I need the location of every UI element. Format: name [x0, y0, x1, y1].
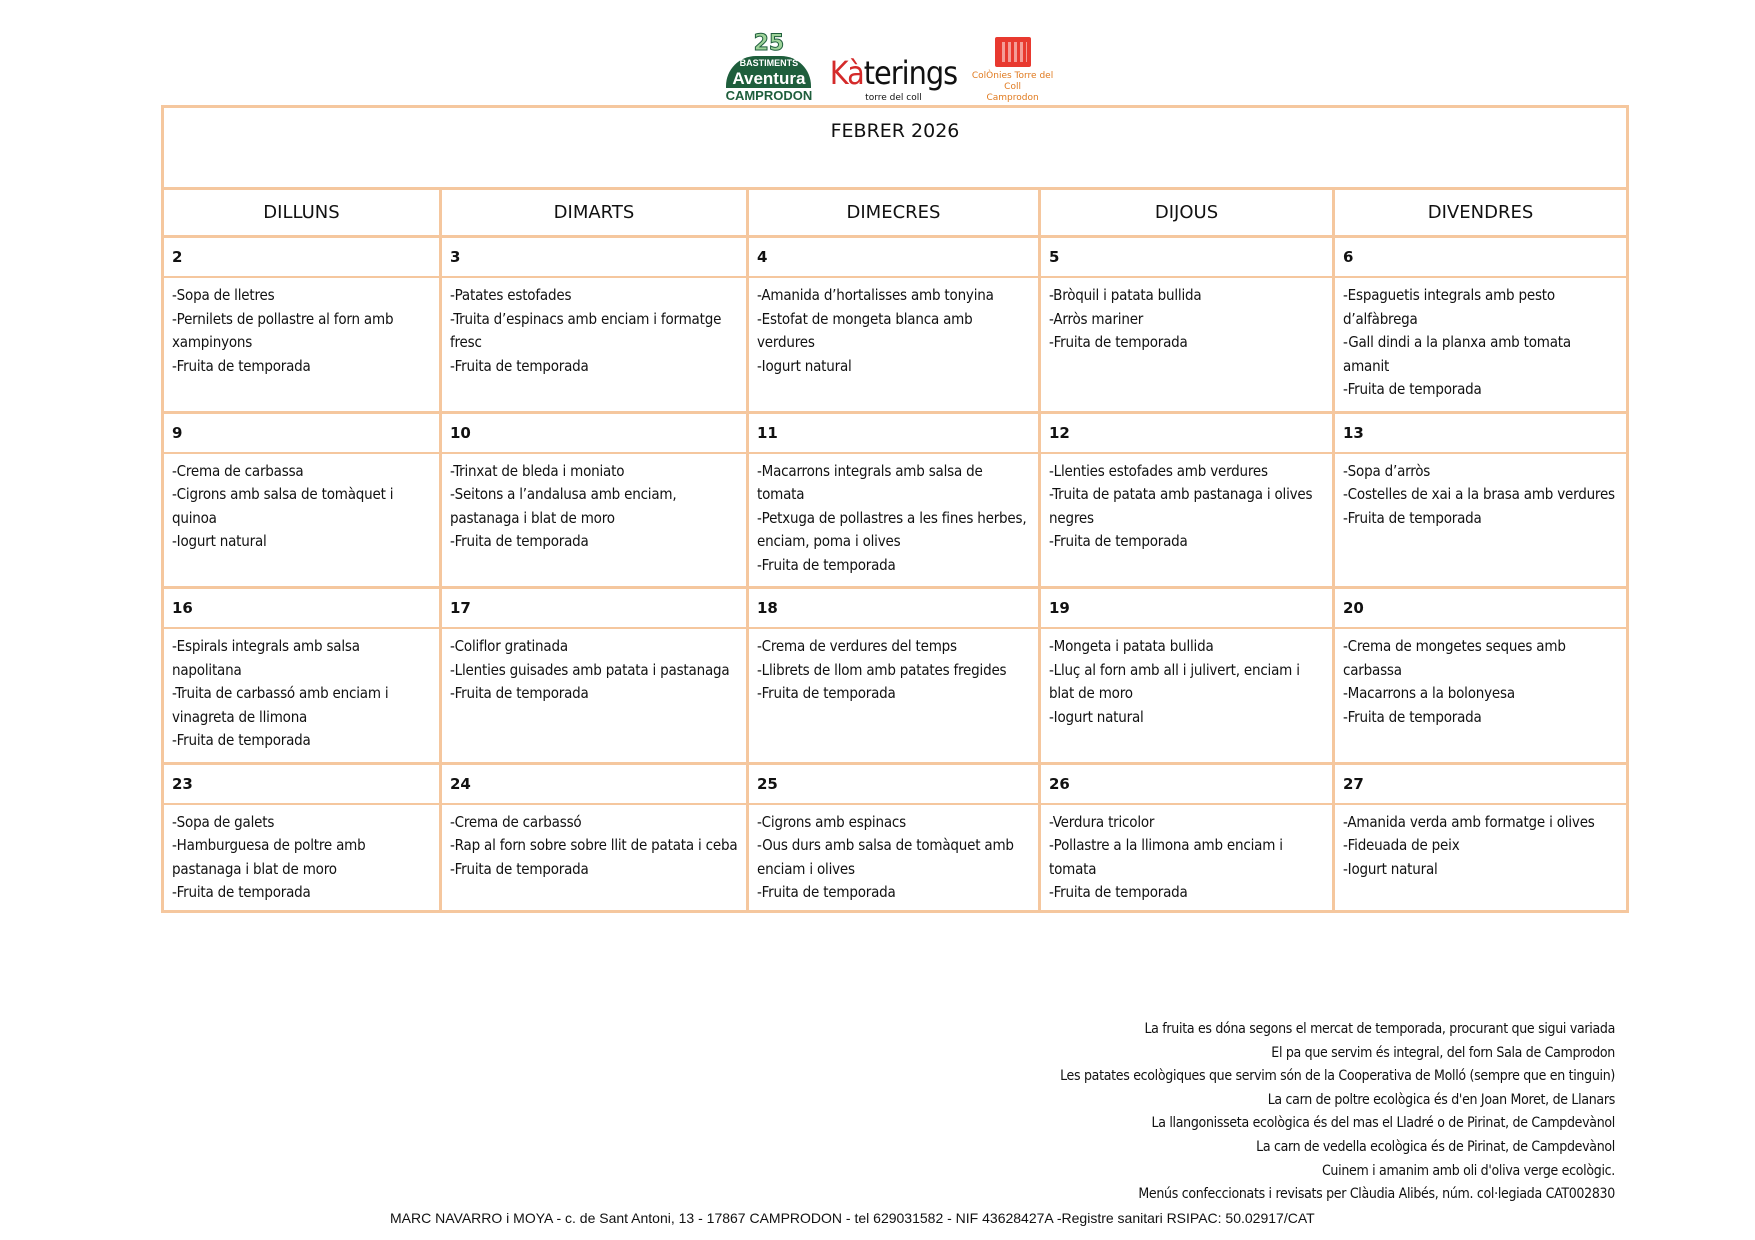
logo-text: ColÒnies Torre del Coll [971, 71, 1054, 92]
day-number: 13 [1334, 412, 1628, 453]
date-row [163, 412, 1628, 453]
note-line: Menús confeccionats i revisats per Clàudia Alibés, núm. col·legiada CAT002830 [1138, 1186, 1615, 1203]
day-number: 9 [163, 412, 441, 453]
note-line: El pa que servim és integral, del forn Sala de Camprodon [1271, 1044, 1615, 1061]
day-number: 23 [163, 763, 441, 804]
menu-item: -Patates estofades [450, 286, 572, 304]
menu-item: -Macarrons integrals amb salsa de tomata [757, 461, 983, 503]
menu-notes [1060, 1018, 1615, 1207]
menu-item: -Fruita de temporada [450, 684, 589, 702]
logo-bastiments-aventura [718, 32, 820, 104]
logo-katerings [830, 54, 957, 104]
day-number: 4 [748, 237, 1040, 278]
menu-item: -Crema de carbassa [172, 461, 304, 480]
day-number: 5 [1040, 237, 1334, 278]
menu-item: -Sopa de galets [172, 812, 275, 831]
menu-item: -Espaguetis integrals amb pesto d’alfàbrega [1343, 286, 1555, 328]
menu-item: -Crema de mongetes seques amb carbassa [1343, 637, 1566, 679]
day-menu [1040, 628, 1334, 763]
menu-item: -Fruita de temporada [172, 731, 311, 749]
menu-item: -Lluç al forn amb all i julivert, enciam i blat de moro [1049, 660, 1300, 702]
menu-item: -Fruita de temporada [172, 356, 311, 375]
note-line: La carn de vedella ecològica és de Pirinat, de Campdevànol [1256, 1138, 1615, 1155]
note-line: Cuinem i amanim amb oli d'oliva verge ecològic. [1321, 1162, 1615, 1179]
day-menu [163, 628, 441, 763]
logo-number: 25 [753, 31, 785, 56]
menu-item: -Truita d’espinacs amb enciam i formatge fresc [450, 309, 722, 351]
day-number: 2 [163, 237, 441, 278]
menu-item: -Fideuada de peix [1343, 836, 1460, 854]
day-number: 11 [748, 412, 1040, 453]
menu-item: -Llenties guisades amb patata i pastanaga [450, 660, 730, 679]
menu-item: -Gall dindi a la planxa amb tomata amanit [1343, 333, 1571, 375]
day-number: 19 [1040, 588, 1334, 629]
house-icon [995, 37, 1031, 67]
menu-item: -Fruita de temporada [757, 555, 896, 574]
day-menu [441, 804, 748, 912]
day-menu [1334, 628, 1628, 763]
day-number: 6 [1334, 237, 1628, 278]
menu-item: -Llibrets de llom amb patates fregides [757, 660, 1007, 679]
day-menu [441, 453, 748, 588]
menu-item: -Amanida d’hortalisses amb tonyina [757, 286, 994, 304]
weekday-dilluns: DILLUNS [163, 189, 441, 237]
day-menu [748, 277, 1040, 412]
menu-item: -Fruita de temporada [757, 883, 896, 901]
note-line: La carn de poltre ecològica és d'en Joan Moret, de Llanars [1267, 1091, 1615, 1108]
month-title: FEBRER 2026 [163, 107, 1628, 189]
menu-item: -Fruita de temporada [1343, 508, 1482, 527]
date-row [163, 588, 1628, 629]
menu-item: -Rap al forn sobre sobre llit de patata i ceba [450, 836, 738, 854]
weekday-header-row [163, 189, 1628, 237]
day-menu [163, 453, 441, 588]
day-number: 17 [441, 588, 748, 629]
menu-calendar-table [161, 105, 1629, 913]
menu-item: -Fruita de temporada [1049, 883, 1188, 901]
menu-item: -Cigrons amb salsa de tomàquet i quinoa [172, 485, 394, 527]
company-info: MARC NAVARRO i MOYA - c. de Sant Antoni, 13 - 17867 CAMPRODON - tel 629031582 - NIF 43628427A -Registre sanitari RSIPAC: 50.02917/CAT [390, 1210, 1315, 1226]
day-number: 26 [1040, 763, 1334, 804]
menu-item: -Mongeta i patata bullida [1049, 637, 1214, 655]
day-number: 25 [748, 763, 1040, 804]
day-menu [441, 277, 748, 412]
logo-text: CAMPRODON [725, 88, 813, 103]
logo-text: Camprodon [986, 93, 1039, 103]
menu-item: -Sopa de lletres [172, 286, 275, 304]
day-menu [1334, 804, 1628, 912]
menu-item: -Coliflor gratinada [450, 637, 568, 655]
note-line: La fruita es dóna segons el mercat de temporada, procurant que sigui variada [1144, 1021, 1615, 1037]
day-menu [748, 804, 1040, 912]
day-menu [748, 453, 1040, 588]
day-menu [748, 628, 1040, 763]
logo-text: torre del coll [865, 93, 922, 103]
day-number: 12 [1040, 412, 1334, 453]
menu-item: -Verdura tricolor [1049, 812, 1155, 831]
menu-item: -Iogurt natural [1049, 707, 1144, 726]
menu-item: -Macarrons a la bolonyesa [1343, 684, 1515, 702]
menu-item: -Fruita de temporada [450, 859, 589, 878]
day-number: 27 [1334, 763, 1628, 804]
day-number: 16 [163, 588, 441, 629]
menu-row [163, 628, 1628, 763]
menu-item: -Ous durs amb salsa de tomàquet amb enciam i olives [757, 836, 1014, 878]
menu-item: -Fruita de temporada [1049, 333, 1188, 351]
day-number: 3 [441, 237, 748, 278]
menu-item: -Fruita de temporada [172, 883, 311, 901]
day-menu [1040, 277, 1334, 412]
logo-colonies-torre-del-coll [967, 37, 1058, 104]
logo-text: terings [863, 54, 958, 92]
menu-item: -Bròquil i patata bullida [1049, 286, 1202, 304]
menu-item: -Iogurt natural [1343, 859, 1438, 878]
menu-item: -Pollastre a la llimona amb enciam i tomata [1049, 836, 1283, 878]
day-menu [163, 277, 441, 412]
menu-item: -Arròs mariner [1049, 309, 1144, 328]
weekday-dimarts: DIMARTS [441, 189, 748, 237]
menu-item: -Crema de verdures del temps [757, 637, 957, 655]
day-menu [1040, 453, 1334, 588]
menu-item: -Truita de patata amb pastanaga i olives negres [1049, 485, 1313, 527]
menu-item: -Truita de carbassó amb enciam i vinagreta de llimona [172, 684, 389, 726]
date-row [163, 763, 1628, 804]
menu-item: -Costelles de xai a la brasa amb verdures [1343, 485, 1615, 503]
logo-text: Kà [829, 54, 864, 92]
menu-item: -Sopa d’arròs [1343, 461, 1431, 480]
menu-item: -Cigrons amb espinacs [757, 812, 906, 831]
note-line: Les patates ecològiques que servim són de la Cooperativa de Molló (sempre que en tinguin) [1060, 1068, 1615, 1085]
day-menu [1334, 277, 1628, 412]
note-line: La llangonisseta ecològica és del mas el Lladré o de Pirinat, de Campdevànol [1151, 1115, 1615, 1132]
menu-item: -Amanida verda amb formatge i olives [1343, 812, 1595, 831]
menu-item: -Estofat de mongeta blanca amb verdures [757, 309, 973, 351]
day-number: 24 [441, 763, 748, 804]
logo-text: Aventura [732, 69, 806, 88]
menu-item: -Seitons a l’andalusa amb enciam, pastanaga i blat de moro [450, 485, 677, 527]
menu-item: -Fruita de temporada [1049, 532, 1188, 550]
day-number: 18 [748, 588, 1040, 629]
menu-item: -Fruita de temporada [450, 356, 589, 375]
menu-item: -Trinxat de bleda i moniato [450, 461, 625, 480]
weekday-dimecres: DIMECRES [748, 189, 1040, 237]
mountain-shape [726, 56, 811, 88]
menu-item: -Crema de carbassó [450, 812, 582, 831]
menu-item: -Espirals integrals amb salsa napolitana [172, 637, 360, 679]
menu-row [163, 277, 1628, 412]
weekday-dijous: DIJOUS [1040, 189, 1334, 237]
menu-item: -Fruita de temporada [757, 684, 896, 702]
day-menu [441, 628, 748, 763]
menu-item: -Llenties estofades amb verdures [1049, 461, 1268, 480]
menu-item: -Fruita de temporada [450, 532, 589, 550]
weekday-divendres: DIVENDRES [1334, 189, 1628, 237]
day-menu [163, 804, 441, 912]
menu-row [163, 804, 1628, 912]
day-menu [1334, 453, 1628, 588]
menu-item: -Pernilets de pollastre al forn amb xampinyons [172, 309, 394, 351]
menu-item: -Iogurt natural [757, 356, 852, 375]
menu-item: -Fruita de temporada [1343, 380, 1482, 398]
menu-item: -Fruita de temporada [1343, 707, 1482, 726]
logo-text: BASTIMENTS [739, 58, 799, 68]
menu-row [163, 453, 1628, 588]
menu-item: -Petxuga de pollastres a les fines herbes, enciam, poma i olives [757, 508, 1027, 550]
menu-item: -Hamburguesa de poltre amb pastanaga i blat de moro [172, 836, 366, 878]
date-row [163, 237, 1628, 278]
day-number: 10 [441, 412, 748, 453]
menu-item: -Iogurt natural [172, 532, 267, 550]
day-menu [1040, 804, 1334, 912]
day-number: 20 [1334, 588, 1628, 629]
header-logos [718, 14, 1058, 104]
